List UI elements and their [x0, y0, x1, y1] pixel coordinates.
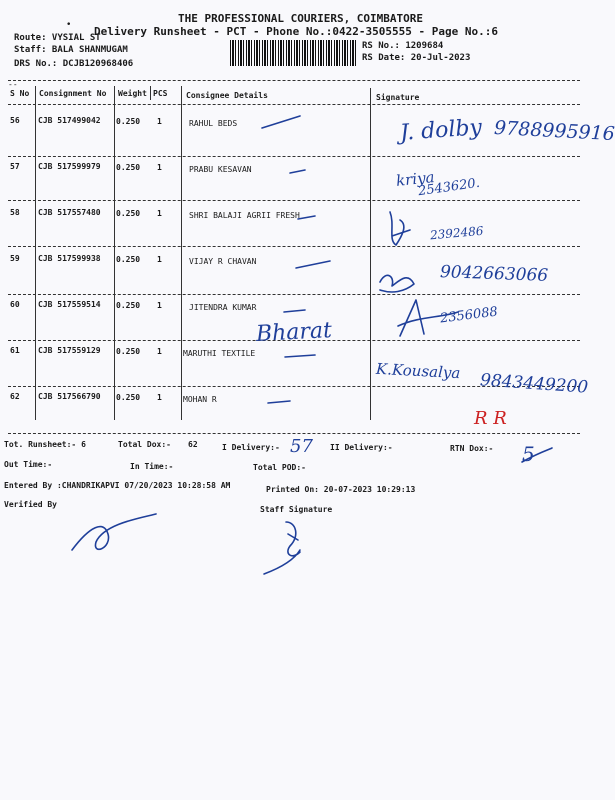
printed-on: Printed On: 20-07-2023 10:29:13 — [266, 485, 416, 494]
row-sno: 59 — [10, 254, 20, 263]
row-consignee: JITENDRA KUMAR — [189, 303, 257, 312]
route-label: Route: VYSIAL ST — [14, 33, 101, 43]
tick-mark — [284, 310, 305, 312]
row-consignment: CJB 517599979 — [38, 162, 101, 171]
runsheet-title: Delivery Runsheet - PCT - Phone No.:0422-3505555 - Page No.:6 — [94, 25, 498, 38]
row56-phone: 9788995916 — [493, 116, 615, 146]
row-weight: 0.250 — [116, 301, 141, 310]
row60-signature — [398, 300, 458, 336]
col-signature: Signature — [376, 93, 420, 102]
row-weight: 0.250 — [116, 347, 141, 356]
staff-signature-label: Staff Signature — [260, 505, 333, 514]
staff-label: Staff: BALA SHANMUGAM — [14, 45, 128, 55]
entered-by: Entered By :CHANDRIKAPVI 07/20/2023 10:28:58 AM — [4, 481, 231, 490]
row56-signature: J. dolby — [399, 115, 483, 146]
company-name: THE PROFESSIONAL COURIERS, COIMBATORE — [178, 12, 424, 25]
row-sno: 62 — [10, 392, 20, 401]
row-weight: 0.250 — [116, 209, 141, 218]
tick-mark — [268, 401, 290, 403]
row57-phone: 2543620. — [417, 175, 481, 200]
ii-delivery-label: II Delivery:- — [330, 443, 393, 452]
rs-date: RS Date: 20-Jul-2023 — [362, 53, 471, 63]
row-consignment: CJB 517559514 — [38, 300, 101, 309]
row-pcs: 1 — [157, 347, 162, 356]
total-pod: Total POD:- — [253, 463, 306, 472]
tick-mark — [290, 170, 305, 173]
rtn-dox-value: 5 — [522, 442, 535, 466]
row-consignment: CJB 517499042 — [38, 116, 101, 125]
row-pcs: 1 — [157, 163, 162, 172]
row-consignee: MARUTHI TEXTILE — [183, 349, 256, 358]
row60-receiver-name: Bharat — [255, 318, 333, 347]
row59-signature — [380, 275, 414, 292]
row-pcs: 1 — [157, 209, 162, 218]
row61-phone: 9843449200 — [479, 370, 589, 398]
verified-by-label: Verified By — [4, 500, 57, 509]
row-sno: 61 — [10, 346, 20, 355]
out-time: Out Time:- — [4, 460, 53, 469]
row58-signature — [390, 212, 410, 245]
col-weight: Weight — [118, 89, 147, 98]
in-time: In Time:- — [130, 462, 174, 471]
tick-mark — [285, 355, 315, 357]
row-sno: 56 — [10, 116, 20, 125]
total-dox-value: 62 — [188, 440, 198, 449]
i-delivery-value: 57 — [290, 436, 313, 457]
row-consignment: CJB 517566790 — [38, 392, 101, 401]
row-weight: 0.250 — [116, 255, 141, 264]
row-consignee: MOHAN R — [183, 395, 217, 404]
row-sno: 57 — [10, 162, 20, 171]
row-consignment: CJB 517599938 — [38, 254, 101, 263]
row-pcs: 1 — [157, 255, 162, 264]
row-pcs: 1 — [157, 117, 162, 126]
col-pcs: PCS — [153, 89, 168, 98]
row-weight: 0.250 — [116, 163, 141, 172]
row57-signature: kriya — [395, 168, 436, 190]
col-sno: S No — [10, 89, 30, 98]
total-dox-label: Total Dox:- — [118, 440, 171, 449]
dot-mark: • — [66, 20, 72, 30]
tick-mark — [296, 261, 330, 268]
row-consignee: RAHUL BEDS — [189, 119, 238, 128]
row-pcs: 1 — [157, 301, 162, 310]
row-consignee: SHRI BALAJI AGRII FRESH — [189, 211, 300, 220]
row58-phone: 2392486 — [429, 223, 484, 243]
row-weight: 0.250 — [116, 393, 141, 402]
row61-receiver-name: K.Kousalya — [375, 359, 461, 383]
row-pcs: 1 — [157, 393, 162, 402]
row60-phone: 2356088 — [439, 304, 499, 327]
staff-signature-mark — [264, 522, 300, 574]
rtn-dox-label: RTN Dox:- — [450, 444, 494, 453]
row-sno: 58 — [10, 208, 20, 217]
col-consignment: Consignment No — [39, 89, 107, 98]
row-consignee: VIJAY R CHAVAN — [189, 257, 257, 266]
tick-mark — [298, 216, 315, 219]
row-sno: 60 — [10, 300, 20, 309]
rs-number: RS No.: 1209684 — [362, 41, 444, 51]
row-weight: 0.250 — [116, 117, 141, 126]
row-consignee: PRABU KESAVAN — [189, 165, 252, 174]
dash-mark: -- — [8, 80, 18, 89]
row62-signature: R R — [474, 408, 507, 429]
row-consignment: CJB 517559129 — [38, 346, 101, 355]
tick-mark — [262, 116, 300, 128]
drs-number: DRS No.: DCJB120968406 — [14, 59, 134, 69]
row-consignment: CJB 517557480 — [38, 208, 101, 217]
col-consignee: Consignee Details — [186, 91, 268, 100]
i-delivery-label: I Delivery:- — [222, 443, 280, 452]
row59-phone: 9042663066 — [439, 262, 549, 286]
total-runsheet: Tot. Runsheet:- 6 — [4, 440, 86, 449]
verifier-signature — [72, 514, 156, 550]
